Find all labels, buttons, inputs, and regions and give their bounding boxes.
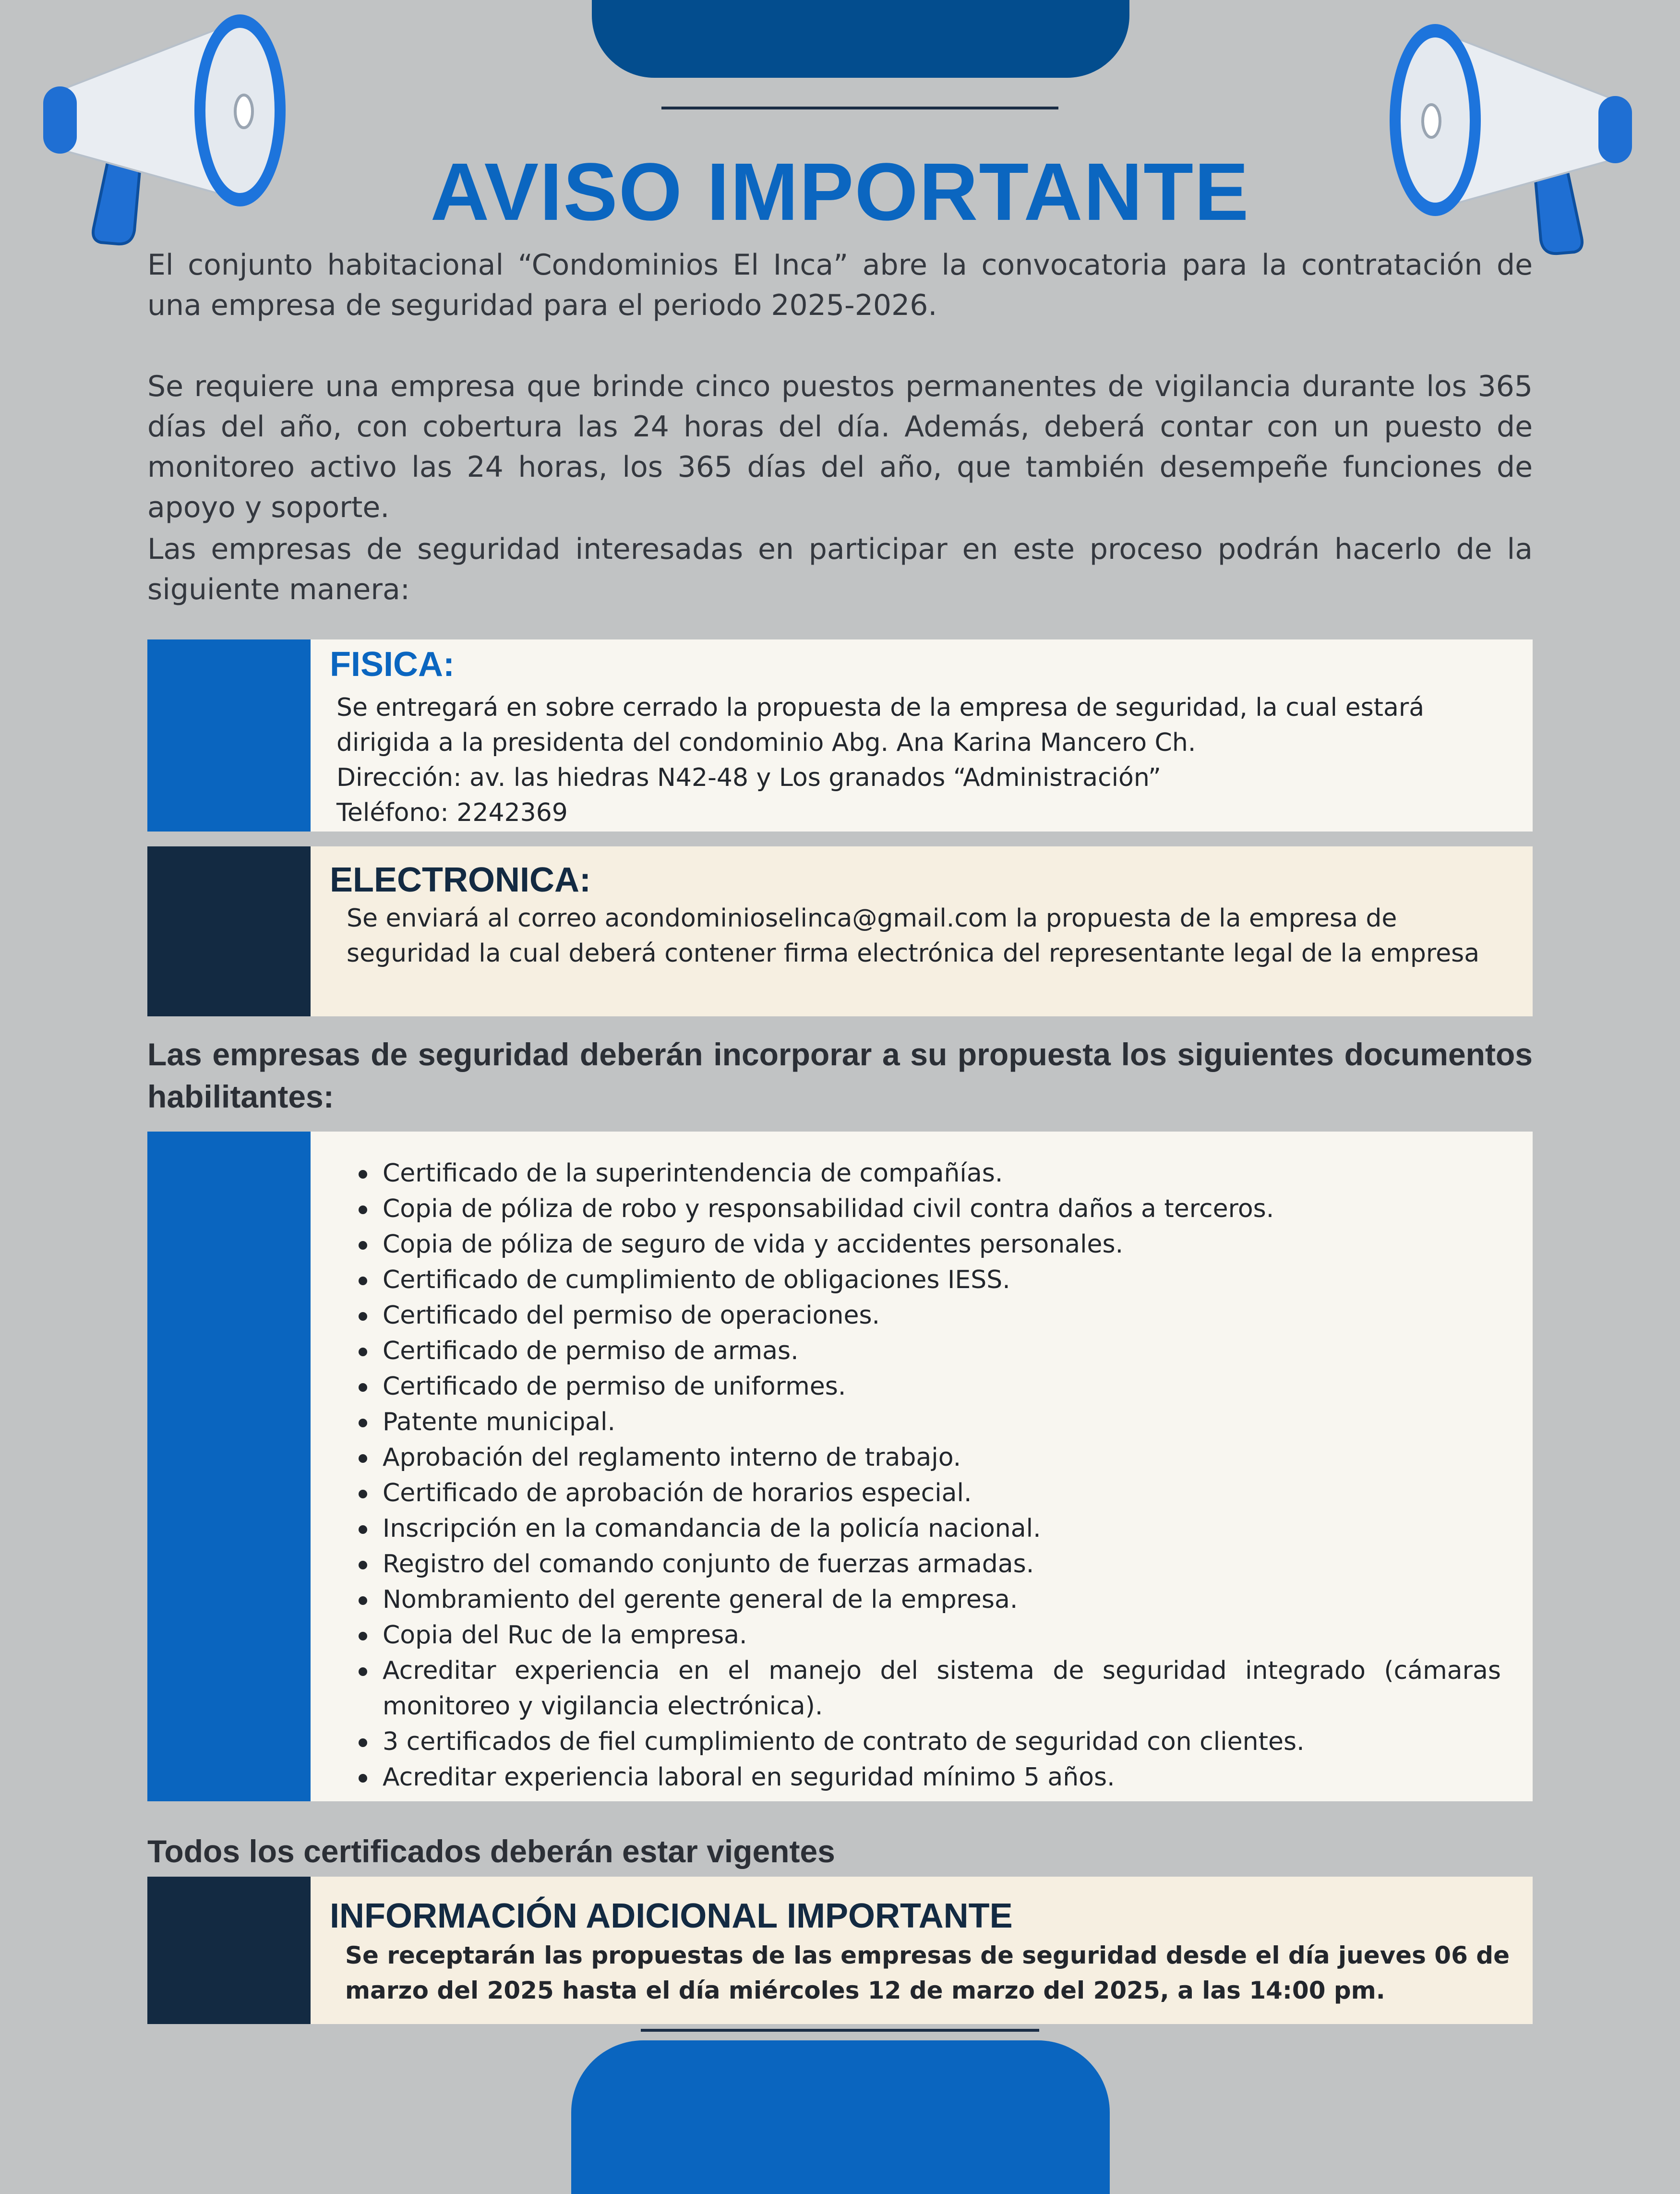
document-item: Aprobación del reglamento interno de trabajo. bbox=[359, 1440, 1501, 1475]
document-item: Copia del Ruc de la empresa. bbox=[359, 1617, 1501, 1653]
document-item: Certificado del permiso de operaciones. bbox=[359, 1298, 1501, 1333]
document-item: Certificado de permiso de armas. bbox=[359, 1333, 1501, 1369]
fisica-card bbox=[147, 639, 1533, 832]
documents-list bbox=[359, 1156, 1501, 1795]
document-item: Certificado de aprobación de horarios especial. bbox=[359, 1475, 1501, 1511]
document-item: Copia de póliza de seguro de vida y accidentes personales. bbox=[359, 1227, 1501, 1262]
document-item: Registro del comando conjunto de fuerzas armadas. bbox=[359, 1546, 1501, 1582]
electronica-accent-bar bbox=[147, 846, 311, 1016]
fisica-heading: FISICA: bbox=[330, 645, 455, 684]
certificates-note: Todos los certificados deberán estar vigentes bbox=[147, 1833, 835, 1869]
document-item: Certificado de la superintendencia de compañías. bbox=[359, 1156, 1501, 1191]
fisica-line-3: Teléfono: 2242369 bbox=[336, 798, 568, 827]
document-item: Inscripción en la comandancia de la policía nacional. bbox=[359, 1511, 1501, 1546]
document-item: 3 certificados de fiel cumplimiento de contrato de seguridad con clientes. bbox=[359, 1724, 1501, 1760]
intro-paragraph-1: El conjunto habitacional “Condominios El Inca” abre la convocatoria para la contratación de una empresa de seguridad para el periodo 2025-2026. bbox=[147, 248, 1533, 322]
bottom-decorative-pill bbox=[571, 2040, 1110, 2194]
document-item: Certificado de cumplimiento de obligaciones IESS. bbox=[359, 1262, 1501, 1298]
top-decorative-pill bbox=[592, 0, 1129, 78]
electronica-heading: ELECTRONICA: bbox=[330, 861, 591, 899]
fisica-accent-bar bbox=[147, 639, 311, 832]
fisica-line-2: Dirección: av. las hiedras N42-48 y Los granados “Administración” bbox=[336, 763, 1161, 792]
info-text: Se receptarán las propuestas de las empresas de seguridad desde el día jueves 06 de marzo del 2025 hasta el día miércoles 12 de marzo del 2025, a las 14:00 pm. bbox=[345, 1941, 1510, 2004]
electronica-card bbox=[147, 846, 1533, 1016]
documents-heading: Las empresas de seguridad deberán incorporar a su propuesta los siguientes documentos habilitantes: bbox=[147, 1037, 1533, 1114]
info-heading: INFORMACIÓN ADICIONAL IMPORTANTE bbox=[330, 1897, 1013, 1935]
document-item: Copia de póliza de robo y responsabilidad civil contra daños a terceros. bbox=[359, 1191, 1501, 1227]
documents-accent-bar bbox=[147, 1132, 311, 1801]
document-item: Patente municipal. bbox=[359, 1404, 1501, 1440]
document-item: Certificado de permiso de uniformes. bbox=[359, 1369, 1501, 1404]
electronica-text: Se enviará al correo acondominioselinca@gmail.com la propuesta de la empresa de seguridad la cual deberá contener firma electrónica del representante legal de la empresa bbox=[347, 904, 1480, 968]
info-card bbox=[147, 1877, 1533, 2024]
intro-paragraph-2: Se requiere una empresa que brinde cinco puestos permanentes de vigilancia durante los 365 días del año, con cobertura las 24 horas del día. Además, deberá contar con un puesto de monitoreo activo las 24 horas, los 365 días del año, que también desempeñe funciones de apoyo y soporte. bbox=[147, 370, 1533, 524]
documents-card bbox=[147, 1132, 1533, 1801]
intro-paragraph-3: Las empresas de seguridad interesadas en participar en este proceso podrán hacerlo de la siguiente manera: bbox=[147, 532, 1533, 606]
page-title: AVISO IMPORTANTE bbox=[430, 146, 1250, 238]
info-accent-bar bbox=[147, 1877, 311, 2024]
bottom-divider bbox=[641, 2029, 1039, 2032]
top-divider bbox=[661, 107, 1058, 109]
fisica-text bbox=[336, 690, 1522, 831]
document-item: Acreditar experiencia laboral en seguridad mínimo 5 años. bbox=[359, 1760, 1501, 1795]
fisica-line-1: Se entregará en sobre cerrado la propuesta de la empresa de seguridad, la cual estará dirigida a la presidenta del condominio Abg. Ana Karina Mancero Ch. bbox=[336, 693, 1425, 757]
document-item: Acreditar experiencia en el manejo del sistema de seguridad integrado (cámaras monitoreo y vigilancia electrónica). bbox=[359, 1653, 1501, 1724]
document-item: Nombramiento del gerente general de la empresa. bbox=[359, 1582, 1501, 1617]
